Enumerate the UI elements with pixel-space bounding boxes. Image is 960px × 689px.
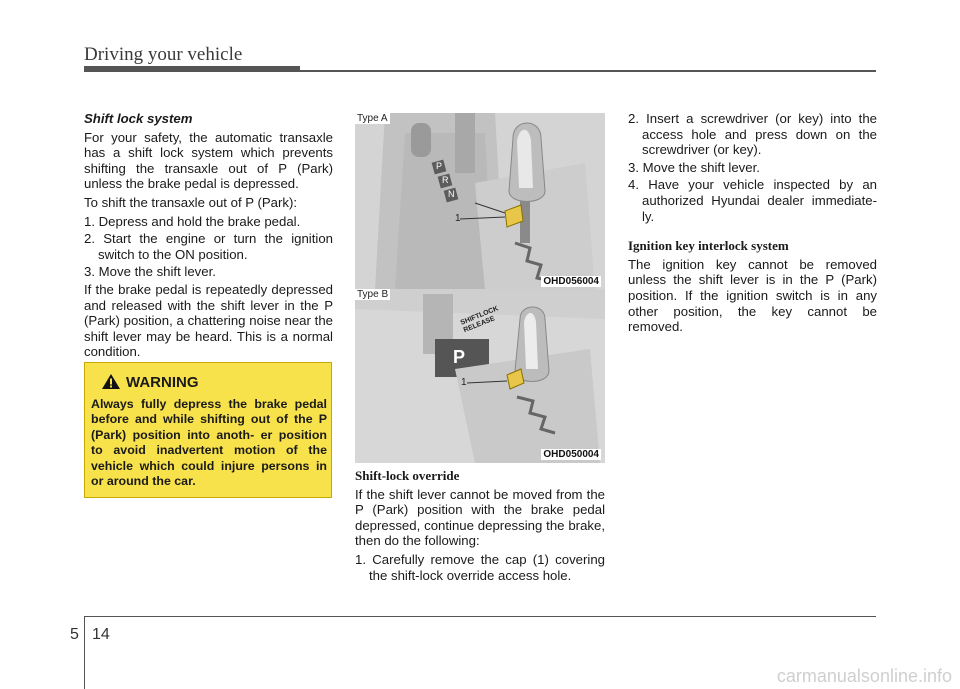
figure-b-park-letter: P <box>453 347 466 367</box>
watermark: carmanualsonline.info <box>776 666 952 686</box>
shift-lever-illustration-a <box>355 113 605 290</box>
warning-box <box>84 362 332 498</box>
warning-body: Always fully depress the brake pedal before and while shifting out of the P (Park) position into anoth- er position to avoid inadvertent motion of the vehicle which could injure persons in or around the car. <box>91 397 327 489</box>
figure-a-gear-n: N <box>448 189 455 199</box>
override-step-1: 1. Carefully remove the cap (1) covering the shift-lock override access hole. <box>355 551 605 583</box>
figure-b-code: OHD050004 <box>543 449 599 460</box>
shift-step-2: 2. Start the engine or turn the ignition switch to the ON position. <box>84 231 333 262</box>
shift-step-1: 1. Depress and hold the brake pedal. <box>84 213 301 229</box>
override-intro: If the shift lever cannot be moved from the P (Park) position with the brake pedal depressed, continue depressing the brake, then do the following: <box>355 486 605 549</box>
shift-lock-note: If the brake pedal is repeatedly depressed and released with the shift lever in the P (Park) position, a chattering noise near the shift lever may be heard. This is a normal condition. <box>84 281 333 360</box>
left-column <box>84 111 333 363</box>
warning-triangle-icon <box>101 373 121 390</box>
figure-b-callout: 1 <box>461 377 467 388</box>
middle-column <box>355 468 605 585</box>
override-step-3: 3. Move the shift lever. <box>628 159 760 175</box>
shift-step-3: 3. Move the shift lever. <box>84 264 216 280</box>
override-step-2: 2. Insert a screwdriver (or key) into the access hole and press down on the screwdriver (or key). <box>628 111 877 158</box>
right-column <box>628 111 877 338</box>
page-header-title: Driving your vehicle <box>84 44 243 65</box>
page-number: 14 <box>92 626 110 643</box>
figure-b-release-text: SHIFTLOCK RELEASE <box>459 305 500 335</box>
figure-a-gear-p: P <box>436 161 443 171</box>
shift-lock-heading: Shift lock system <box>84 111 193 126</box>
figure-a-callout: 1 <box>455 213 461 224</box>
figure-type-b <box>355 289 605 463</box>
shift-lock-intro: For your safety, the automatic transaxle has a shift lock system which prevents shifting the transaxle out of P (Park) unless the brake pedal is depressed. <box>84 129 333 192</box>
header-rule-thick <box>84 66 300 72</box>
figure-a-gear-r: R <box>442 175 449 185</box>
figure-a-code: OHD056004 <box>543 276 599 287</box>
warning-heading <box>101 373 199 391</box>
warning-title: WARNING <box>126 374 199 391</box>
shift-lock-to-shift: To shift the transaxle out of P (Park): <box>84 194 298 210</box>
figure-type-a <box>355 113 605 290</box>
figure-a-label: Type A <box>357 113 388 124</box>
header-rule-thin <box>300 70 876 72</box>
override-heading: Shift-lock override <box>355 468 460 483</box>
override-step-4: 4. Have your vehicle inspected by an authorized Hyundai dealer immediate- ly. <box>628 177 877 224</box>
chapter-number: 5 <box>70 626 79 643</box>
footer-rule-horizontal <box>84 616 876 617</box>
footer-rule-vertical <box>84 616 85 689</box>
ignition-interlock-heading: Ignition key interlock system <box>628 238 789 254</box>
ignition-interlock-body: The ignition key cannot be removed unless the shift lever is in the P (Park) position. If the ignition switch is in any other position, the key cannot be removed. <box>628 256 877 335</box>
figure-b-label: Type B <box>357 289 389 300</box>
